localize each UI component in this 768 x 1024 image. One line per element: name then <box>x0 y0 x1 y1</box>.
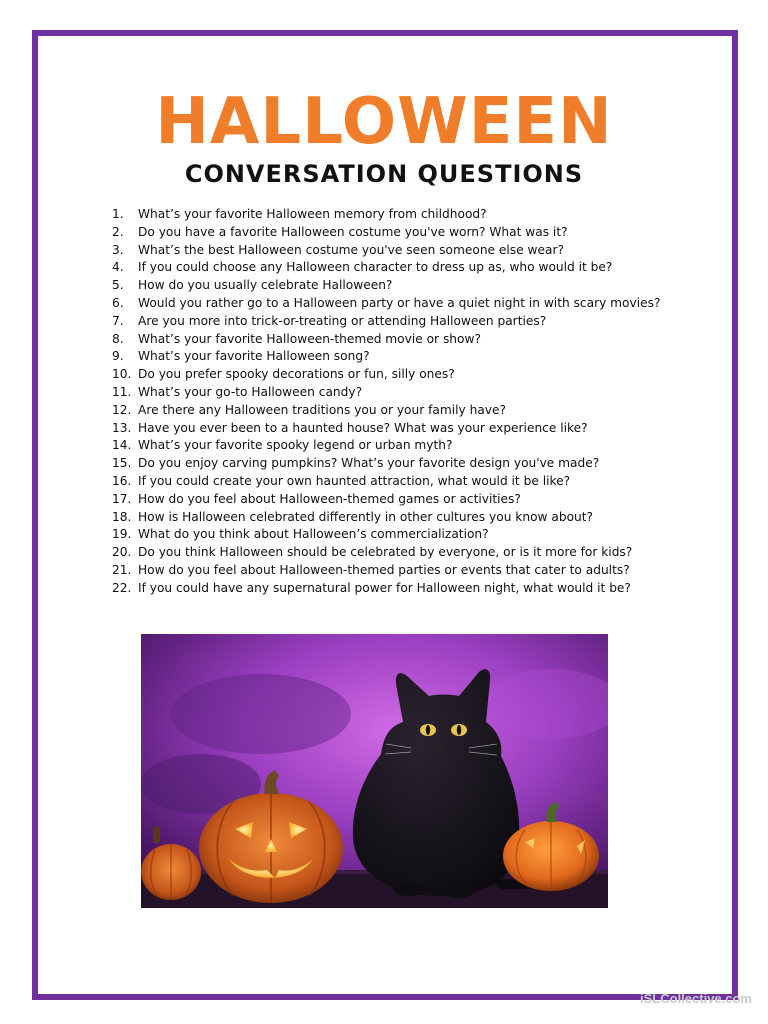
question-text: Are there any Halloween traditions you or your family have? <box>138 402 506 417</box>
question-list <box>112 206 712 598</box>
question-number: 14. <box>112 438 132 453</box>
question-item <box>112 206 712 224</box>
question-number: 7. <box>112 313 124 328</box>
question-item <box>112 313 712 331</box>
question-number: 6. <box>112 295 124 310</box>
question-number: 3. <box>112 242 124 257</box>
question-text: If you could have any supernatural power for Halloween night, what would it be? <box>138 580 631 595</box>
question-item <box>112 331 712 349</box>
question-text: Have you ever been to a haunted house? What was your experience like? <box>138 420 588 435</box>
page-title: HALLOWEEN <box>155 85 613 159</box>
question-item <box>112 402 712 420</box>
question-number: 12. <box>112 402 132 417</box>
question-number: 18. <box>112 509 132 524</box>
question-item <box>112 544 712 562</box>
question-text: What’s your favorite spooky legend or urban myth? <box>138 438 453 453</box>
page-subtitle: CONVERSATION QUESTIONS <box>184 160 584 188</box>
question-item <box>112 242 712 260</box>
question-text: How do you usually celebrate Halloween? <box>138 278 393 293</box>
watermark-text: iSLCollective.com <box>640 991 752 1006</box>
question-item <box>112 437 712 455</box>
question-item <box>112 526 712 544</box>
question-number: 9. <box>112 349 124 364</box>
question-number: 16. <box>112 473 132 488</box>
question-number: 2. <box>112 224 124 239</box>
question-text: If you could choose any Halloween character to dress up as, who would it be? <box>138 260 613 275</box>
question-number: 15. <box>112 456 132 471</box>
question-item <box>112 224 712 242</box>
question-item <box>112 455 712 473</box>
question-number: 20. <box>112 545 132 560</box>
question-text: Are you more into trick-or-treating or attending Halloween parties? <box>138 313 547 328</box>
question-item <box>112 420 712 438</box>
question-item <box>112 509 712 527</box>
question-number: 10. <box>112 367 132 382</box>
question-number: 19. <box>112 527 132 542</box>
question-number: 22. <box>112 580 132 595</box>
halloween-cat-pumpkin-image <box>141 634 608 908</box>
question-number: 8. <box>112 331 124 346</box>
question-text: What’s your go-to Halloween candy? <box>138 384 363 399</box>
question-item <box>112 259 712 277</box>
question-number: 4. <box>112 260 124 275</box>
question-text: What do you think about Halloween’s commercialization? <box>138 527 489 542</box>
question-item <box>112 295 712 313</box>
question-text: How do you feel about Halloween-themed parties or events that cater to adults? <box>138 562 630 577</box>
question-number: 11. <box>112 384 132 399</box>
question-text: Do you think Halloween should be celebrated by everyone, or is it more for kids? <box>138 545 633 560</box>
question-item <box>112 384 712 402</box>
question-number: 5. <box>112 278 124 293</box>
question-item <box>112 562 712 580</box>
question-number: 21. <box>112 562 132 577</box>
question-text: How is Halloween celebrated differently in other cultures you know about? <box>138 509 594 524</box>
question-item <box>112 277 712 295</box>
question-text: Do you enjoy carving pumpkins? What’s your favorite design you've made? <box>138 456 600 471</box>
question-item <box>112 491 712 509</box>
question-text: Do you prefer spooky decorations or fun, silly ones? <box>138 367 455 382</box>
question-number: 13. <box>112 420 132 435</box>
question-number: 1. <box>112 207 124 221</box>
question-text: What’s your favorite Halloween-themed movie or show? <box>138 331 481 346</box>
question-item <box>112 348 712 366</box>
question-text: How do you feel about Halloween-themed games or activities? <box>138 491 521 506</box>
question-number: 17. <box>112 491 132 506</box>
question-item <box>112 580 712 598</box>
question-text: What’s your favorite Halloween memory from childhood? <box>138 207 487 221</box>
question-item <box>112 366 712 384</box>
question-text: If you could create your own haunted attraction, what would it be like? <box>138 473 571 488</box>
question-text: What’s your favorite Halloween song? <box>138 349 370 364</box>
question-text: Do you have a favorite Halloween costume you've worn? What was it? <box>138 224 568 239</box>
question-text: Would you rather go to a Halloween party or have a quiet night in with scary movies? <box>138 295 661 310</box>
question-item <box>112 473 712 491</box>
question-text: What’s the best Halloween costume you've seen someone else wear? <box>138 242 564 257</box>
